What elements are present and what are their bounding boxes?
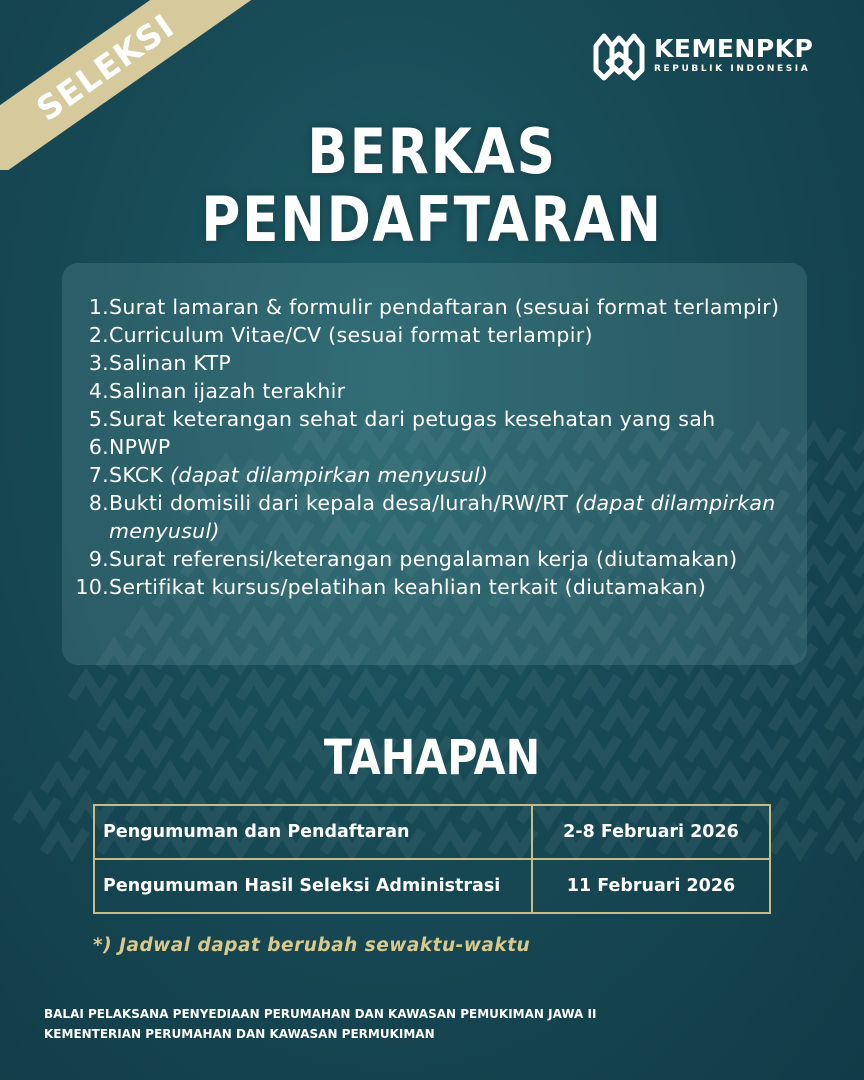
schedule-event: Pengumuman Hasil Seleksi Administrasi: [94, 859, 532, 913]
logo-name: KEMENPKP: [654, 34, 814, 63]
list-item: 4. Salinan ijazah terakhir: [88, 379, 346, 403]
footer-line-2: KEMENTERIAN PERUMAHAN DAN KAWASAN PERMUKIMAN: [44, 1027, 435, 1041]
ministry-emblem-icon: [590, 26, 648, 84]
title-line-1: BERKAS: [307, 115, 557, 188]
table-row: [94, 859, 770, 913]
page-title: [0, 115, 864, 256]
list-item: 8. Bukti domisili dari kepala desa/lurah/RW/RT (dapat dilampirkan menyusul): [88, 491, 776, 543]
list-item: 9. Surat referensi/keterangan pengalaman kerja (diutamakan): [88, 547, 738, 571]
ribbon-label: SELEKSI: [28, 5, 182, 129]
ministry-logo: [590, 26, 813, 84]
stages-title: TAHAPAN: [323, 730, 541, 786]
footer-line-1: BALAI PELAKSANA PENYEDIAAN PERUMAHAN DAN KAWASAN PEMUKIMAN JAWA II: [44, 1007, 597, 1021]
list-item: 5. Surat keterangan sehat dari petugas kesehatan yang sah: [88, 407, 716, 431]
list-item: 1. Surat lamaran & formulir pendaftaran (sesuai format terlampir): [88, 295, 780, 319]
requirements-panel: [62, 263, 807, 665]
table-row: [94, 805, 770, 859]
title-line-2: PENDAFTARAN: [201, 183, 663, 256]
schedule-event: Pengumuman dan Pendaftaran: [94, 805, 532, 859]
list-item: 2. Curriculum Vitae/CV (sesuai format terlampir): [88, 323, 593, 347]
list-item: 7. SKCK (dapat dilampirkan menyusul): [88, 463, 489, 487]
schedule-note: *) Jadwal dapat berubah sewaktu-waktu: [93, 935, 531, 956]
logo-subtitle: REPUBLIK INDONESIA: [654, 64, 811, 74]
schedule-table: [93, 804, 771, 914]
list-item: 3. Salinan KTP: [88, 351, 232, 375]
footer: [44, 1004, 596, 1044]
list-item: 10. Sertifikat kursus/pelatihan keahlian terkait (diutamakan): [75, 575, 707, 599]
schedule-date: 11 Februari 2026: [532, 859, 770, 913]
requirements-list: [62, 293, 807, 601]
list-item: 6. NPWP: [88, 435, 171, 459]
schedule-date: 2-8 Februari 2026: [532, 805, 770, 859]
